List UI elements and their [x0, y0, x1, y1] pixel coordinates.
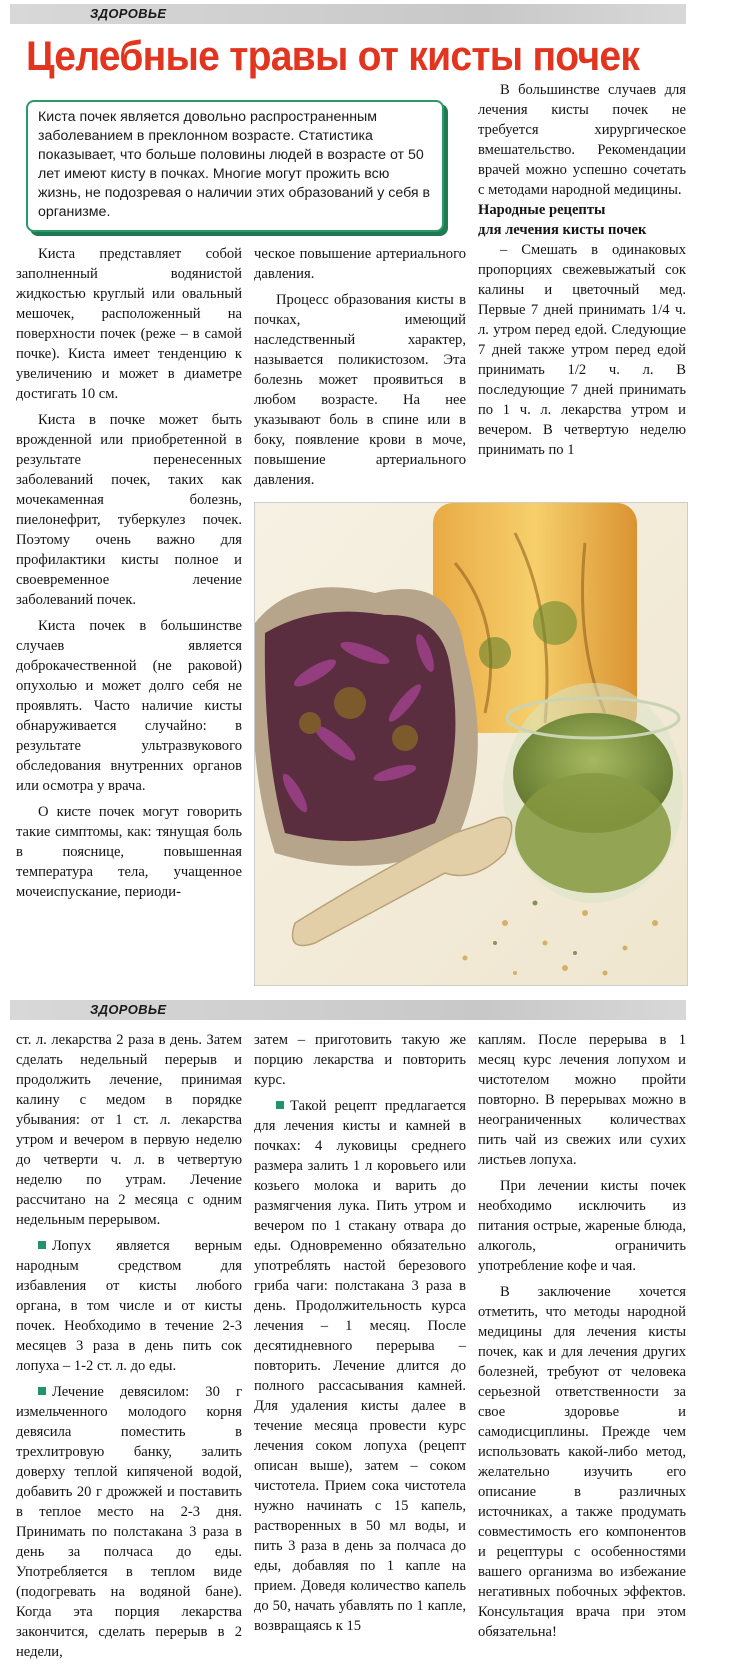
bullet-icon: [38, 1387, 46, 1395]
paragraph: Процесс образования кисты в почках, имеющий наследственный характер, называется поликистозом. Эта болезнь может проявиться в любом возрасте. На нее указывают боль в спине или в боку, появление крови в моче, повышение артериального давления.: [254, 292, 466, 488]
paragraph: – Смешать в одинаковых пропорциях свежевыжатый сок калины и цветочный мед. Первые 7 дней принимать 1/4 ч. л. утром перед едой. Следующие 7 дней также утром перед едой принимать 1/2 ч. л. В последующие 7 дней принимать по 1 ч. л. лекарства утром и вечером. В четвертую неделю принимать по 1: [478, 242, 686, 458]
section-header-bar-2: [10, 1000, 686, 1020]
column-1: [16, 244, 242, 902]
column-4: [16, 1030, 242, 1662]
paragraph: ческое повышение артериального давления.: [254, 246, 466, 282]
column-3: [478, 80, 686, 460]
bullet-icon: [276, 1101, 284, 1109]
column-2: [254, 244, 466, 490]
paragraph: При лечении кисты почек необходимо исключить из питания острые, жареные блюда, алкоголь, ограничить употребление кофе и чая.: [478, 1178, 686, 1274]
column-5: [254, 1030, 466, 1636]
paragraph: Такой рецепт предлагается для лечения кисты и камней в почках: 4 луковицы среднего размера залить 1 л коровьего или козьего молока и варить до размягчения лука. Пить утром и вечером по 1 стакану отвара до еды. Одновременно обязательно употреблять настой березового гриба чаги: полстакана 3 раза в день. Продолжительность курса лечения – 1 месяц. После десятидневного перерыва – повторить. Лечение длится до полного рассасывания камней. Для удаления кисты далее в течение месяца провести курс лечения соком лопуха (рецепт описан выше), затем – соком чистотела. Прием сока чистотела нужно начинать с 15 капель, растворенных в 50 мл воды, и пить 3 раза в день за полчаса до еды, добавляя по 1 капле на прием. Доведя количество капель до 50, начать убавлять по 1 капле, возвращаясь к 15: [254, 1098, 466, 1634]
herbs-illustration: [255, 503, 687, 985]
section-label: ЗДОРОВЬЕ: [90, 6, 167, 21]
intro-box: Киста почек является довольно распространенным заболеванием в преклонном возрасте. Статистика показывает, что больше половины людей в возрасте от 50 лет имеют кисту в почках. Многие могут прожить всю жизнь, не подозревая о наличии этих образований у себя в организме.: [26, 100, 444, 232]
recipes-subheading: для лечения кисты почек: [478, 222, 647, 238]
recipes-heading: Народные рецепты: [478, 202, 606, 218]
paragraph: Лопух является верным народным средством для избавления от кисты любого органа, в том числе и от кисты почек. Необходимо в течение 2-3 месяцев 3 раза в день пить сок лопуха – 1-2 ст. л. до еды.: [16, 1238, 242, 1374]
paragraph: Киста почек в большинстве случаев является доброкачественной (не раковой) опухолью и может долго себя не проявлять. Часто наличие кисты обнаруживается случайно: в результате ультразвукового обследования внутренних органов или осмотра у врача.: [16, 618, 242, 794]
paragraph: О кисте почек могут говорить такие симптомы, как: тянущая боль в пояснице, повышенная температура тела, учащенное мочеиспускание, периоди-: [16, 804, 242, 900]
herbs-photo: [254, 502, 688, 986]
bullet-icon: [38, 1241, 46, 1249]
paragraph: Лечение девясилом: 30 г измельченного молодого корня девясила поместить в трехлитровую банку, залить доверху теплой кипяченой водой, добавить 20 г дрожжей и поставить в теплое место на 2-3 дня. Принимать по полстакана 3 раза в день за полчаса до еды. Употребляется в теплом виде (подогревать на водяной бане). Когда эта порция лекарства закончится, сделать перерыв в 2 недели,: [16, 1384, 242, 1660]
paragraph: В заключение хочется отметить, что методы народной медицины для лечения кисты почек, как и для лечения других болезней, требуют от человека серьезной ответственности за свое здоровье и самодисциплины. Прежде чем использовать какой-либо метод, желательно изучить его описание в различных источниках, а также продумать совместимость его компонентов и рецептуры с особенностями вашего организма во избежание негативных побочных эффектов. Консультация врача при этом обязательна!: [478, 1284, 686, 1640]
section-header-bar: [10, 4, 686, 24]
paragraph: каплям. После перерыва в 1 месяц курс лечения лопухом и чистотелом можно пройти повторно. В перерывах можно в неограниченных количествах пить чай из свежих или сухих листьев лопуха.: [478, 1032, 686, 1168]
paragraph: Киста представляет собой заполненный водянистой жидкостью круглый или овальный мешочек, расположенный на поверхности почек (реже – в самой почке). Киста имеет тенденцию к увеличению и может в диаметре достигать 10 см.: [16, 246, 242, 402]
column-6: [478, 1030, 686, 1642]
paragraph: ст. л. лекарства 2 раза в день. Затем сделать недельный перерыв и продолжить лечение, принимая калину с медом в порядке убывания: от 1 ст. л. лекарства утром и вечером в первую неделю до четверти ч. л. в четвертую неделю по утрам. Лечение рассчитано на 2 месяца с одним недельным перерывом.: [16, 1032, 242, 1228]
paragraph: В большинстве случаев для лечения кисты почек не требуется хирургическое вмешательство. Рекомендации врачей можно успешно сочетать с методами народной медицины.: [478, 82, 686, 198]
paragraph: затем – приготовить такую же порцию лекарства и повторить курс.: [254, 1032, 466, 1088]
paragraph: Киста в почке может быть врожденной или приобретенной в результате перенесенных заболеваний почек, таких как мочекаменная болезнь, пиелонефрит, туберкулез почек. Поэтому очень важно для профилактики кисты полное и своевременное лечение заболеваний почек.: [16, 412, 242, 608]
section-label: ЗДОРОВЬЕ: [90, 1002, 167, 1017]
article-title: Целебные травы от кисты почек: [26, 32, 640, 79]
